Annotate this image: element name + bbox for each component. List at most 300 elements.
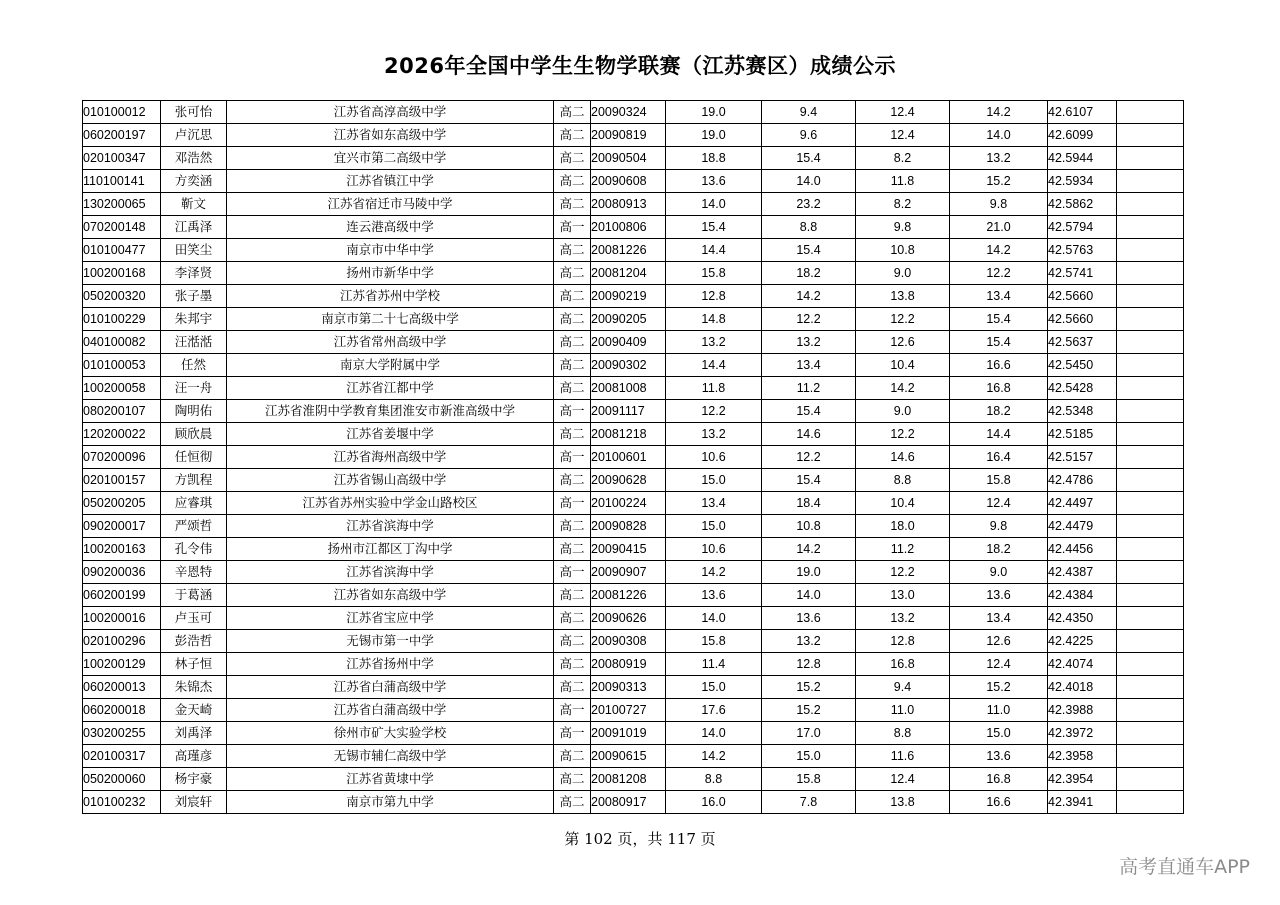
student-id-cell: 020100157: [83, 469, 161, 492]
student-name-cell: 杨宇豪: [161, 768, 227, 791]
birth-date-cell: 20090313: [591, 676, 666, 699]
table-row: [83, 239, 1184, 262]
birth-date-cell: 20080917: [591, 791, 666, 814]
page-title: 2026年全国中学生生物学联赛（江苏赛区）成绩公示: [384, 54, 896, 78]
score-cell: 8.2: [856, 193, 950, 216]
birth-date-cell: 20081208: [591, 768, 666, 791]
empty-cell: [1117, 561, 1184, 584]
total-score-cell: 42.5660: [1048, 285, 1117, 308]
student-name-cell: 李泽贤: [161, 262, 227, 285]
score-cell: 15.2: [762, 676, 856, 699]
student-id-cell: 060200199: [83, 584, 161, 607]
student-name-cell: 邓浩然: [161, 147, 227, 170]
student-id-cell: 010100232: [83, 791, 161, 814]
score-cell: 9.0: [856, 400, 950, 423]
score-cell: 15.0: [950, 722, 1048, 745]
score-cell: 12.2: [950, 262, 1048, 285]
score-cell: 9.6: [762, 124, 856, 147]
school-cell: 江苏省如东高级中学: [227, 124, 554, 147]
score-cell: 15.4: [762, 469, 856, 492]
student-id-cell: 010100229: [83, 308, 161, 331]
score-cell: 12.8: [762, 653, 856, 676]
score-cell: 10.4: [856, 354, 950, 377]
score-table-body: [83, 101, 1184, 814]
grade-cell: 高二: [554, 101, 591, 124]
total-score-cell: 42.5428: [1048, 377, 1117, 400]
grade-cell: 高二: [554, 262, 591, 285]
score-cell: 14.2: [950, 239, 1048, 262]
grade-cell: 高二: [554, 791, 591, 814]
student-name-cell: 刘禹泽: [161, 722, 227, 745]
score-cell: 12.2: [856, 423, 950, 446]
empty-cell: [1117, 768, 1184, 791]
birth-date-cell: 20081226: [591, 584, 666, 607]
table-row: [83, 377, 1184, 400]
score-cell: 16.8: [950, 768, 1048, 791]
table-row: [83, 216, 1184, 239]
score-cell: 11.8: [856, 170, 950, 193]
grade-cell: 高一: [554, 400, 591, 423]
grade-cell: 高一: [554, 492, 591, 515]
grade-cell: 高二: [554, 285, 591, 308]
score-cell: 12.4: [950, 492, 1048, 515]
empty-cell: [1117, 170, 1184, 193]
empty-cell: [1117, 791, 1184, 814]
score-cell: 13.4: [762, 354, 856, 377]
table-row: [83, 400, 1184, 423]
total-score-cell: 42.5660: [1048, 308, 1117, 331]
score-cell: 12.4: [950, 653, 1048, 676]
score-cell: 12.2: [856, 561, 950, 584]
score-cell: 13.6: [950, 745, 1048, 768]
empty-cell: [1117, 584, 1184, 607]
empty-cell: [1117, 745, 1184, 768]
total-score-cell: 42.5741: [1048, 262, 1117, 285]
school-cell: 江苏省苏州中学校: [227, 285, 554, 308]
grade-cell: 高一: [554, 216, 591, 239]
empty-cell: [1117, 354, 1184, 377]
total-score-cell: 42.4786: [1048, 469, 1117, 492]
student-id-cell: 080200107: [83, 400, 161, 423]
empty-cell: [1117, 216, 1184, 239]
grade-cell: 高二: [554, 170, 591, 193]
birth-date-cell: 20081204: [591, 262, 666, 285]
student-id-cell: 060200013: [83, 676, 161, 699]
table-row: [83, 515, 1184, 538]
empty-cell: [1117, 607, 1184, 630]
grade-cell: 高二: [554, 469, 591, 492]
grade-cell: 高二: [554, 331, 591, 354]
school-cell: 江苏省白蒲高级中学: [227, 676, 554, 699]
score-cell: 16.6: [950, 791, 1048, 814]
score-cell: 9.0: [950, 561, 1048, 584]
app-watermark: 高考直通车APP: [1119, 856, 1250, 878]
school-cell: 江苏省高淳高级中学: [227, 101, 554, 124]
birth-date-cell: 20090626: [591, 607, 666, 630]
score-cell: 16.8: [950, 377, 1048, 400]
score-cell: 9.4: [856, 676, 950, 699]
student-name-cell: 孔令伟: [161, 538, 227, 561]
school-cell: 江苏省常州高级中学: [227, 331, 554, 354]
school-cell: 南京大学附属中学: [227, 354, 554, 377]
total-score-cell: 42.3958: [1048, 745, 1117, 768]
score-cell: 8.8: [666, 768, 762, 791]
total-score-cell: 42.4479: [1048, 515, 1117, 538]
score-cell: 15.2: [762, 699, 856, 722]
score-cell: 12.8: [856, 630, 950, 653]
table-row: [83, 630, 1184, 653]
score-cell: 16.0: [666, 791, 762, 814]
total-score-cell: 42.3954: [1048, 768, 1117, 791]
student-name-cell: 方奕涵: [161, 170, 227, 193]
grade-cell: 高二: [554, 607, 591, 630]
score-cell: 13.2: [666, 331, 762, 354]
total-score-cell: 42.5637: [1048, 331, 1117, 354]
total-score-cell: 42.5794: [1048, 216, 1117, 239]
student-id-cell: 020100317: [83, 745, 161, 768]
total-score-cell: 42.4456: [1048, 538, 1117, 561]
score-cell: 17.0: [762, 722, 856, 745]
student-id-cell: 050200205: [83, 492, 161, 515]
score-cell: 8.2: [856, 147, 950, 170]
total-score-cell: 42.4497: [1048, 492, 1117, 515]
empty-cell: [1117, 469, 1184, 492]
school-cell: 无锡市第一中学: [227, 630, 554, 653]
score-cell: 15.0: [762, 745, 856, 768]
student-id-cell: 130200065: [83, 193, 161, 216]
school-cell: 江苏省姜堰中学: [227, 423, 554, 446]
empty-cell: [1117, 331, 1184, 354]
student-name-cell: 林子恒: [161, 653, 227, 676]
total-score-cell: 42.5157: [1048, 446, 1117, 469]
school-cell: 江苏省镇江中学: [227, 170, 554, 193]
empty-cell: [1117, 193, 1184, 216]
score-cell: 9.8: [950, 193, 1048, 216]
table-row: [83, 768, 1184, 791]
table-row: [83, 170, 1184, 193]
score-cell: 12.2: [666, 400, 762, 423]
student-id-cell: 050200320: [83, 285, 161, 308]
score-cell: 13.6: [666, 584, 762, 607]
score-cell: 10.4: [856, 492, 950, 515]
school-cell: 徐州市矿大实验学校: [227, 722, 554, 745]
school-cell: 江苏省白蒲高级中学: [227, 699, 554, 722]
birth-date-cell: 20090308: [591, 630, 666, 653]
empty-cell: [1117, 653, 1184, 676]
score-cell: 11.8: [666, 377, 762, 400]
empty-cell: [1117, 239, 1184, 262]
score-cell: 14.4: [666, 354, 762, 377]
score-cell: 11.2: [856, 538, 950, 561]
birth-date-cell: 20090415: [591, 538, 666, 561]
birth-date-cell: 20080913: [591, 193, 666, 216]
score-cell: 12.6: [950, 630, 1048, 653]
total-score-cell: 42.4074: [1048, 653, 1117, 676]
score-cell: 14.0: [666, 193, 762, 216]
grade-cell: 高二: [554, 147, 591, 170]
total-score-cell: 42.4387: [1048, 561, 1117, 584]
total-score-cell: 42.4225: [1048, 630, 1117, 653]
grade-cell: 高二: [554, 377, 591, 400]
table-row: [83, 285, 1184, 308]
birth-date-cell: 20090205: [591, 308, 666, 331]
empty-cell: [1117, 377, 1184, 400]
grade-cell: 高一: [554, 446, 591, 469]
student-id-cell: 060200197: [83, 124, 161, 147]
birth-date-cell: 20081226: [591, 239, 666, 262]
score-cell: 15.8: [666, 630, 762, 653]
table-row: [83, 699, 1184, 722]
score-cell: 10.6: [666, 538, 762, 561]
total-score-cell: 42.4384: [1048, 584, 1117, 607]
birth-date-cell: 20090504: [591, 147, 666, 170]
grade-cell: 高二: [554, 538, 591, 561]
birth-date-cell: 20091117: [591, 400, 666, 423]
score-cell: 13.0: [856, 584, 950, 607]
table-row: [83, 308, 1184, 331]
score-cell: 18.4: [762, 492, 856, 515]
grade-cell: 高二: [554, 124, 591, 147]
student-id-cell: 010100053: [83, 354, 161, 377]
birth-date-cell: 20090608: [591, 170, 666, 193]
empty-cell: [1117, 308, 1184, 331]
total-score-cell: 42.6107: [1048, 101, 1117, 124]
table-row: [83, 423, 1184, 446]
empty-cell: [1117, 538, 1184, 561]
school-cell: 江苏省淮阴中学教育集团淮安市新淮高级中学: [227, 400, 554, 423]
student-name-cell: 彭浩哲: [161, 630, 227, 653]
table-row: [83, 584, 1184, 607]
student-name-cell: 陶明佑: [161, 400, 227, 423]
score-cell: 18.2: [950, 400, 1048, 423]
score-cell: 14.8: [666, 308, 762, 331]
score-cell: 19.0: [762, 561, 856, 584]
total-score-cell: 42.5763: [1048, 239, 1117, 262]
score-cell: 14.0: [762, 170, 856, 193]
score-cell: 15.4: [762, 147, 856, 170]
birth-date-cell: 20091019: [591, 722, 666, 745]
score-cell: 14.2: [666, 561, 762, 584]
score-cell: 12.2: [856, 308, 950, 331]
table-row: [83, 193, 1184, 216]
birth-date-cell: 20100224: [591, 492, 666, 515]
table-row: [83, 791, 1184, 814]
birth-date-cell: 20090907: [591, 561, 666, 584]
table-row: [83, 147, 1184, 170]
score-cell: 14.4: [666, 239, 762, 262]
empty-cell: [1117, 492, 1184, 515]
table-row: [83, 354, 1184, 377]
student-name-cell: 任恒彻: [161, 446, 227, 469]
student-id-cell: 070200148: [83, 216, 161, 239]
empty-cell: [1117, 676, 1184, 699]
school-cell: 南京市第九中学: [227, 791, 554, 814]
birth-date-cell: 20100727: [591, 699, 666, 722]
score-cell: 12.6: [856, 331, 950, 354]
school-cell: 扬州市新华中学: [227, 262, 554, 285]
school-cell: 南京市第二十七高级中学: [227, 308, 554, 331]
birth-date-cell: 20090628: [591, 469, 666, 492]
student-id-cell: 100200058: [83, 377, 161, 400]
score-cell: 13.8: [856, 791, 950, 814]
student-name-cell: 高瑾彦: [161, 745, 227, 768]
table-row: [83, 331, 1184, 354]
table-row: [83, 469, 1184, 492]
table-row: [83, 561, 1184, 584]
score-cell: 13.4: [950, 285, 1048, 308]
score-cell: 14.6: [762, 423, 856, 446]
birth-date-cell: 20090819: [591, 124, 666, 147]
school-cell: 江苏省滨海中学: [227, 515, 554, 538]
score-cell: 15.8: [762, 768, 856, 791]
score-cell: 8.8: [856, 722, 950, 745]
student-name-cell: 卢沉思: [161, 124, 227, 147]
grade-cell: 高一: [554, 561, 591, 584]
school-cell: 江苏省扬州中学: [227, 653, 554, 676]
student-id-cell: 100200016: [83, 607, 161, 630]
student-id-cell: 060200018: [83, 699, 161, 722]
score-cell: 13.4: [666, 492, 762, 515]
birth-date-cell: 20090828: [591, 515, 666, 538]
score-cell: 12.4: [856, 101, 950, 124]
student-id-cell: 030200255: [83, 722, 161, 745]
grade-cell: 高二: [554, 354, 591, 377]
score-cell: 11.4: [666, 653, 762, 676]
grade-cell: 高二: [554, 653, 591, 676]
score-cell: 13.2: [666, 423, 762, 446]
grade-cell: 高二: [554, 676, 591, 699]
score-cell: 12.8: [666, 285, 762, 308]
page-footer: 第 102 页，共 117 页: [564, 830, 716, 848]
school-cell: 江苏省滨海中学: [227, 561, 554, 584]
score-cell: 13.4: [950, 607, 1048, 630]
score-cell: 17.6: [666, 699, 762, 722]
table-row: [83, 653, 1184, 676]
total-score-cell: 42.5944: [1048, 147, 1117, 170]
empty-cell: [1117, 101, 1184, 124]
student-name-cell: 应睿琪: [161, 492, 227, 515]
total-score-cell: 42.3988: [1048, 699, 1117, 722]
score-cell: 16.6: [950, 354, 1048, 377]
student-name-cell: 辛恩特: [161, 561, 227, 584]
birth-date-cell: 20100806: [591, 216, 666, 239]
grade-cell: 高一: [554, 699, 591, 722]
student-name-cell: 田笑尘: [161, 239, 227, 262]
empty-cell: [1117, 630, 1184, 653]
table-row: [83, 124, 1184, 147]
grade-cell: 高二: [554, 768, 591, 791]
grade-cell: 高一: [554, 722, 591, 745]
score-cell: 21.0: [950, 216, 1048, 239]
score-cell: 10.8: [762, 515, 856, 538]
grade-cell: 高二: [554, 423, 591, 446]
empty-cell: [1117, 262, 1184, 285]
school-cell: 无锡市辅仁高级中学: [227, 745, 554, 768]
score-cell: 13.2: [762, 331, 856, 354]
school-cell: 南京市中华中学: [227, 239, 554, 262]
empty-cell: [1117, 285, 1184, 308]
school-cell: 江苏省黄埭中学: [227, 768, 554, 791]
grade-cell: 高二: [554, 308, 591, 331]
student-name-cell: 任然: [161, 354, 227, 377]
score-cell: 12.4: [856, 768, 950, 791]
score-cell: 15.8: [666, 262, 762, 285]
score-cell: 9.8: [950, 515, 1048, 538]
score-cell: 19.0: [666, 101, 762, 124]
student-name-cell: 卢玉可: [161, 607, 227, 630]
school-cell: 江苏省宝应中学: [227, 607, 554, 630]
score-cell: 8.8: [762, 216, 856, 239]
score-cell: 15.4: [762, 239, 856, 262]
school-cell: 江苏省宿迁市马陵中学: [227, 193, 554, 216]
score-cell: 16.4: [950, 446, 1048, 469]
score-cell: 12.4: [856, 124, 950, 147]
birth-date-cell: 20090302: [591, 354, 666, 377]
total-score-cell: 42.5862: [1048, 193, 1117, 216]
score-cell: 15.2: [950, 170, 1048, 193]
student-id-cell: 100200129: [83, 653, 161, 676]
birth-date-cell: 20100601: [591, 446, 666, 469]
score-cell: 11.0: [950, 699, 1048, 722]
score-table: [82, 100, 1184, 814]
empty-cell: [1117, 147, 1184, 170]
score-cell: 11.2: [762, 377, 856, 400]
birth-date-cell: 20081008: [591, 377, 666, 400]
student-name-cell: 汪一舟: [161, 377, 227, 400]
school-cell: 江苏省苏州实验中学金山路校区: [227, 492, 554, 515]
score-cell: 13.6: [762, 607, 856, 630]
student-name-cell: 汪湉湉: [161, 331, 227, 354]
table-row: [83, 538, 1184, 561]
student-id-cell: 120200022: [83, 423, 161, 446]
score-cell: 14.2: [856, 377, 950, 400]
total-score-cell: 42.5185: [1048, 423, 1117, 446]
grade-cell: 高二: [554, 515, 591, 538]
score-cell: 14.6: [856, 446, 950, 469]
score-cell: 15.8: [950, 469, 1048, 492]
birth-date-cell: 20090324: [591, 101, 666, 124]
score-cell: 18.2: [950, 538, 1048, 561]
score-cell: 14.0: [666, 722, 762, 745]
student-name-cell: 朱邦宇: [161, 308, 227, 331]
score-cell: 12.2: [762, 446, 856, 469]
total-score-cell: 42.5348: [1048, 400, 1117, 423]
score-cell: 14.0: [762, 584, 856, 607]
score-cell: 13.8: [856, 285, 950, 308]
score-cell: 14.2: [666, 745, 762, 768]
student-name-cell: 朱锦杰: [161, 676, 227, 699]
score-cell: 11.6: [856, 745, 950, 768]
student-name-cell: 方凯程: [161, 469, 227, 492]
score-cell: 14.0: [950, 124, 1048, 147]
score-cell: 13.2: [950, 147, 1048, 170]
score-cell: 14.2: [762, 285, 856, 308]
score-cell: 13.2: [856, 607, 950, 630]
grade-cell: 高二: [554, 584, 591, 607]
birth-date-cell: 20090219: [591, 285, 666, 308]
score-cell: 18.0: [856, 515, 950, 538]
student-id-cell: 010100012: [83, 101, 161, 124]
score-cell: 14.2: [950, 101, 1048, 124]
student-name-cell: 金天崎: [161, 699, 227, 722]
student-id-cell: 020100347: [83, 147, 161, 170]
school-cell: 连云港高级中学: [227, 216, 554, 239]
student-name-cell: 江禹泽: [161, 216, 227, 239]
student-id-cell: 090200017: [83, 515, 161, 538]
score-cell: 15.4: [666, 216, 762, 239]
student-name-cell: 刘宸轩: [161, 791, 227, 814]
student-id-cell: 110100141: [83, 170, 161, 193]
